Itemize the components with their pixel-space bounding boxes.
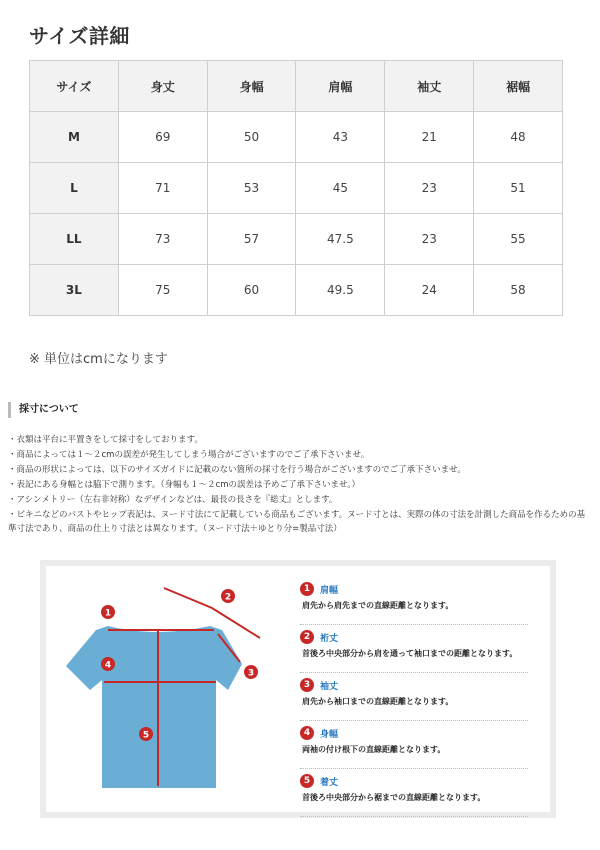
table-cell: 69	[118, 112, 207, 163]
table-cell: 47.5	[296, 214, 385, 265]
tshirt-icon	[66, 626, 242, 788]
number-badge: 2	[300, 630, 314, 644]
diagram-marker-label: 4	[104, 660, 112, 671]
note-item: ・商品の形状によっては、以下のサイズガイドに記載のない箇所の採寸を行う場合がございますのでご了承下さいませ。	[8, 465, 466, 475]
table-cell: 55	[474, 214, 563, 265]
legend-title: 袖丈	[320, 682, 339, 692]
table-cell: 49.5	[296, 265, 385, 316]
note-item: ・商品によっては１～２cmの誤差が発生してしまう場合がございますのでご了承下さいませ。	[8, 450, 370, 460]
table-row	[30, 163, 563, 214]
table-cell: 21	[385, 112, 474, 163]
table-cell: 53	[207, 163, 296, 214]
table-cell: 23	[385, 214, 474, 265]
legend-title: 裄丈	[320, 634, 339, 644]
legend-description: 首後ろ中央部分から肩を通って袖口までの距離となります。	[302, 649, 518, 658]
number-badge: 4	[300, 726, 314, 740]
number-badge: 1	[300, 582, 314, 596]
legend-description: 首後ろ中央部分から裾までの直線距離となります。	[302, 793, 486, 802]
tshirt-measure-diagram	[46, 566, 286, 812]
diagram-marker	[101, 657, 115, 671]
number-badge: 5	[300, 774, 314, 788]
diagram-marker-label: 2	[224, 592, 232, 603]
size-label: 3L	[30, 265, 119, 316]
table-cell: 45	[296, 163, 385, 214]
number-badge: 3	[300, 678, 314, 692]
measure-notes	[8, 433, 592, 537]
legend-title: 身幅	[320, 730, 339, 740]
table-cell: 50	[207, 112, 296, 163]
legend-item	[300, 674, 528, 721]
diagram-marker	[101, 605, 115, 619]
table-cell: 58	[474, 265, 563, 316]
table-row	[30, 214, 563, 265]
size-label: L	[30, 163, 119, 214]
table-cell: 71	[118, 163, 207, 214]
legend-item	[300, 578, 528, 625]
table-cell: 23	[385, 163, 474, 214]
column-header: 身幅	[207, 61, 296, 112]
table-cell: 43	[296, 112, 385, 163]
table-cell: 51	[474, 163, 563, 214]
unit-note: ※ 単位はcmになります	[29, 352, 168, 367]
column-header: サイズ	[30, 61, 119, 112]
table-cell: 48	[474, 112, 563, 163]
legend-description: 両袖の付け根下の直線距離となります。	[302, 745, 446, 754]
table-cell: 75	[118, 265, 207, 316]
diagram-marker	[221, 589, 235, 603]
diagram-marker	[244, 665, 258, 679]
size-table	[29, 60, 563, 316]
note-item: ・ビキニなどのバストやヒップ表記は、ヌード寸法にて記載している商品もございます。ヌード寸とは、実際の体の寸法を計測した商品を作るための基準寸法であり、商品の仕上り寸法とは異なります。（ヌード寸法＋ゆとり分=製品寸法）	[8, 510, 586, 534]
table-cell: 24	[385, 265, 474, 316]
diagram-marker-label: 3	[247, 668, 255, 679]
table-row	[30, 265, 563, 316]
table-cell: 57	[207, 214, 296, 265]
size-label: M	[30, 112, 119, 163]
diagram-marker-label: 5	[142, 730, 150, 741]
note-item: ・衣類は平台に平置きをして採寸をしております。	[8, 435, 203, 445]
column-header: 裾幅	[474, 61, 563, 112]
diagram-marker	[139, 727, 153, 741]
measure-heading: 採寸について	[8, 402, 79, 418]
legend-title: 肩幅	[320, 586, 339, 596]
table-row	[30, 112, 563, 163]
size-label: LL	[30, 214, 119, 265]
page-title: サイズ詳細	[29, 24, 130, 48]
legend-item	[300, 770, 528, 817]
table-header-row	[30, 61, 563, 112]
column-header: 身丈	[118, 61, 207, 112]
size-guide-legend	[300, 578, 528, 818]
legend-title: 着丈	[320, 778, 339, 788]
legend-item	[300, 626, 528, 673]
note-item: ・アシンメトリー（左右非対称）なデザインなどは、最長の長さを『総丈』とします。	[8, 495, 338, 505]
column-header: 肩幅	[296, 61, 385, 112]
legend-item	[300, 722, 528, 769]
table-cell: 60	[207, 265, 296, 316]
legend-description: 肩先から肩先までの直線距離となります。	[302, 601, 454, 610]
table-cell: 73	[118, 214, 207, 265]
legend-description: 肩先から袖口までの直線距離となります。	[302, 697, 454, 706]
diagram-marker-label: 1	[104, 608, 112, 619]
note-item: ・表記にある身幅とは脇下で測ります。（身幅も１～２cmの誤差は予めご了承下さいませ。）	[8, 480, 361, 490]
column-header: 袖丈	[385, 61, 474, 112]
